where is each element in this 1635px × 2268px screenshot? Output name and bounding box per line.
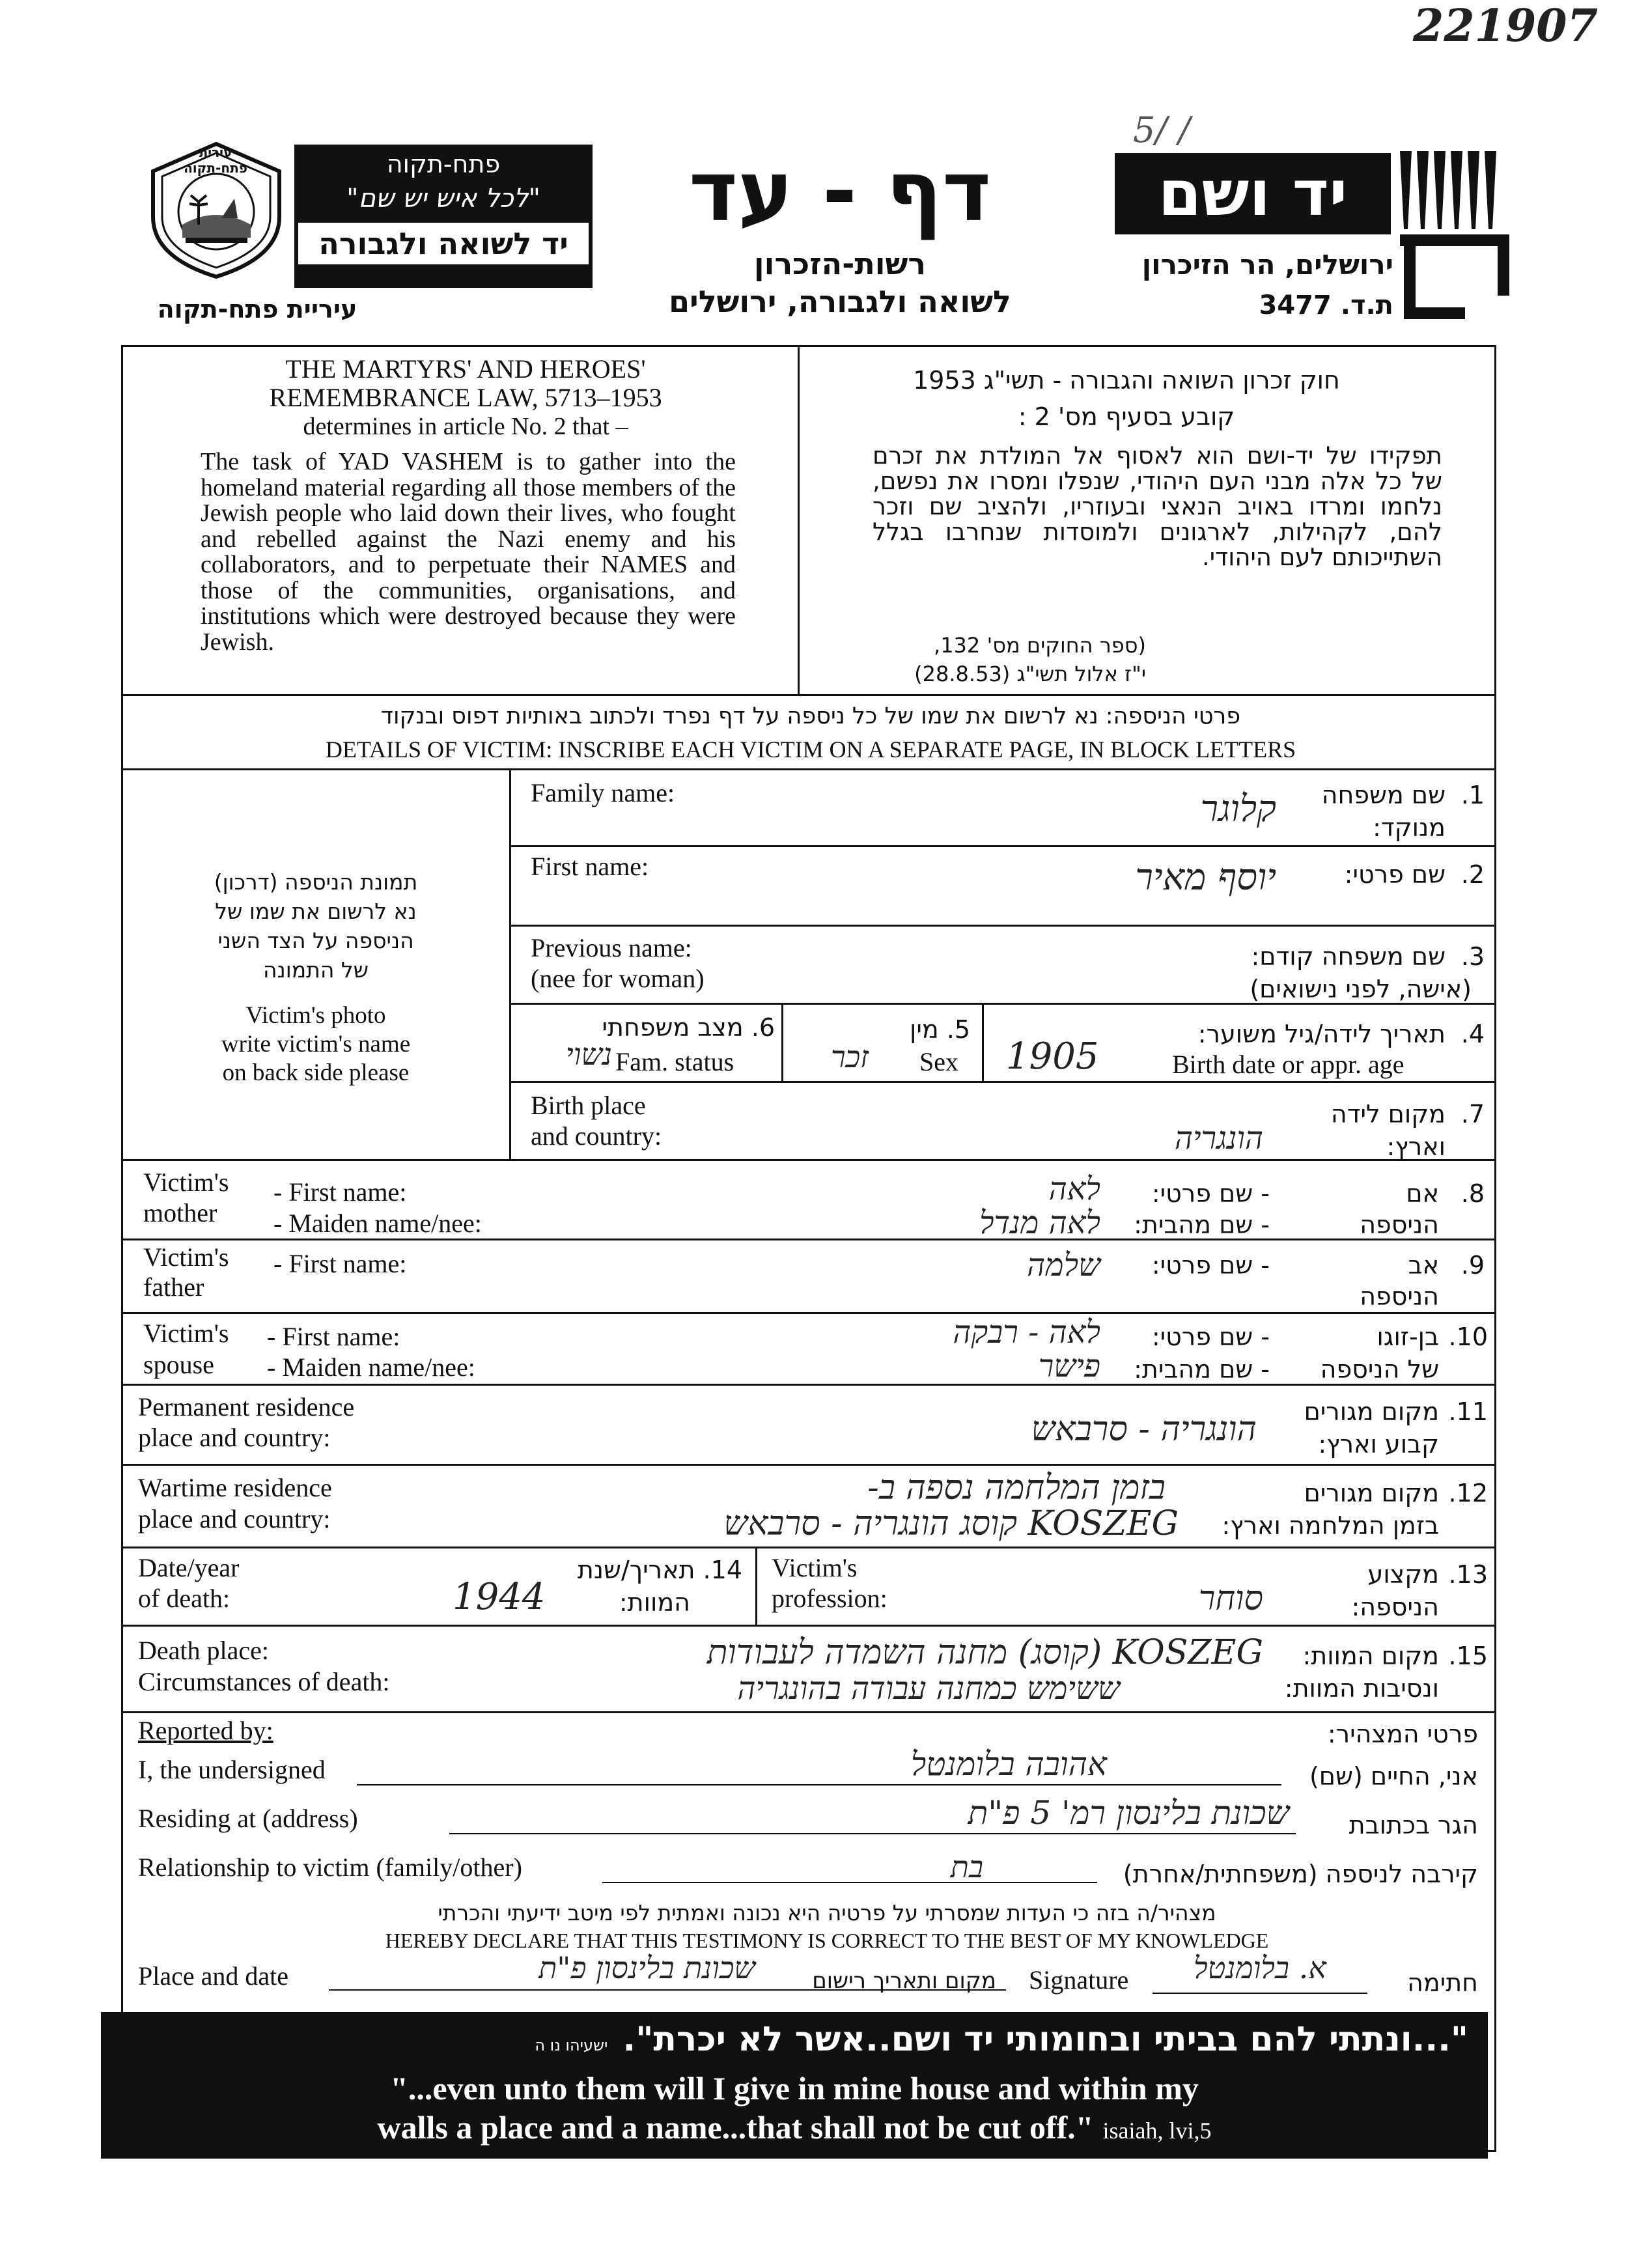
f14-he1: 14. תאריך/שנת <box>577 1556 742 1584</box>
f14-he2: המוות: <box>619 1588 690 1617</box>
f4-num: 4. <box>1460 1020 1485 1048</box>
reporter-l2-value[interactable]: שכונת בלינסון רמ' 5 פ"ת <box>968 1794 1289 1832</box>
f9-en3: - First name: <box>273 1249 407 1278</box>
f6-value[interactable]: נשוי <box>565 1037 612 1072</box>
f13-he2: הניספה: <box>1351 1593 1439 1621</box>
photo-divider <box>509 768 511 1159</box>
footer-en-ref: isaiah, lvi,5 <box>1102 2118 1212 2144</box>
f5-value[interactable]: זכר <box>831 1039 869 1074</box>
f8-he1: אם <box>1406 1179 1439 1208</box>
f6-he: 6. מצב משפחתי <box>602 1013 775 1042</box>
signature-en: Signature <box>1029 1965 1129 1995</box>
f15-en1: Death place: <box>138 1636 269 1665</box>
f1-value[interactable]: קלוגר <box>1200 788 1276 830</box>
page-title: דף - עד <box>688 143 992 240</box>
f15-he2: ונסיבות המוות: <box>1284 1674 1439 1703</box>
f1-line <box>509 845 1496 847</box>
f12-he2: בזמן המלחמה וארץ: <box>1222 1511 1439 1540</box>
reporter-l2-en: Residing at (address) <box>138 1804 358 1833</box>
title-sub1: רשות-הזכרון <box>753 246 927 281</box>
f4-en: Birth date or appr. age <box>1172 1050 1404 1079</box>
footer-en-row2 <box>101 2108 1488 2146</box>
pt-center: יד לשואה ולגבורה <box>318 226 568 261</box>
f13-en2: profession: <box>772 1584 887 1613</box>
f11-value[interactable]: הונגריה - סרבאש <box>1031 1410 1257 1449</box>
f3-num: 3. <box>1460 942 1485 971</box>
photo-en2: write victim's name <box>221 1031 411 1057</box>
f9-value[interactable]: שלמה <box>1026 1247 1100 1283</box>
f10-he2: של הניספה <box>1320 1355 1439 1384</box>
f7-value[interactable]: הונגריה <box>1174 1120 1263 1156</box>
reporter-l3-he: קירבה לניספה (משפחתית/אחרת) <box>1123 1860 1478 1888</box>
f10-he4: - שם מהבית: <box>1134 1355 1270 1384</box>
reporter-l1-line <box>357 1784 1281 1785</box>
f2-value[interactable]: יוסף מאיר <box>1135 856 1276 899</box>
f11-he2: קבוע וארץ: <box>1318 1430 1439 1459</box>
f14-value[interactable]: 1944 <box>453 1576 546 1618</box>
f10-en4: - Maiden name/nee: <box>267 1352 475 1382</box>
f10-en2: spouse <box>143 1350 214 1379</box>
f7-he1: מקום לידה <box>1330 1100 1446 1128</box>
f8-en2: mother <box>143 1198 217 1227</box>
f9-num: 9. <box>1460 1251 1485 1280</box>
photo-he1: תמונת הניספה (דרכון) <box>214 869 418 895</box>
law-he-title2: קובע בסעיף מס' 2 : <box>1018 402 1235 431</box>
yv-location: ירושלים, הר הזיכרון <box>1141 249 1393 281</box>
f8-he4: - שם מהבית: <box>1134 1211 1270 1239</box>
footer-en1: "...even unto them will I give in mine house and within my <box>390 2070 1199 2107</box>
f10-value1[interactable]: לאה - רבקה <box>953 1314 1100 1351</box>
reporter-l2-he: הגר בכתובת <box>1349 1811 1478 1840</box>
f5-en: Sex <box>919 1047 958 1076</box>
photo-en1: Victim's photo <box>245 1002 386 1029</box>
f3-line <box>509 1003 1496 1005</box>
law-en-title1: THE MARTYRS' AND HEROES' <box>285 354 646 384</box>
details-en: DETAILS OF VICTIM: INSCRIBE EACH VICTIM ON A SEPARATE PAGE, IN BLOCK LETTERS <box>325 736 1296 763</box>
f15-value2[interactable]: ששימש כמחנה עבודה בהונגריה <box>737 1670 1120 1707</box>
f13-value[interactable]: סוחר <box>1198 1579 1263 1618</box>
f13-he1: מקצוע <box>1367 1560 1439 1589</box>
law-en-body: The task of YAD VASHEM is to gather into the homeland material regarding all those members of the Jewish people who laid down their lives, who fought and rebelled against the Nazi enemy and his collaborators, and to perpetuate their NAMES and those of the communities, organisations, and institutions which were destroyed because they were Jewish. <box>201 448 736 656</box>
f9-en1: Victim's <box>143 1242 229 1272</box>
f12-line <box>121 1547 1496 1548</box>
f10-line <box>121 1384 1496 1386</box>
f12-num: 12. <box>1448 1479 1488 1507</box>
f15-value1[interactable]: KOSZEG (קוסג) מחנה השמדה לעבודות <box>706 1633 1263 1672</box>
f8-he3: - שם פרטי: <box>1151 1179 1270 1208</box>
yv-pobox: ת.ד. 3477 <box>1259 290 1393 320</box>
f13-divider <box>755 1547 757 1625</box>
details-bottom-line <box>121 768 1496 770</box>
signature-value[interactable]: א. בלומנטל <box>1194 1950 1326 1985</box>
top-scribble: 5/ / <box>1133 109 1190 150</box>
reporter-l3-en: Relationship to victim (family/other) <box>138 1853 522 1882</box>
menorah-icon <box>1393 151 1517 340</box>
logo-name: יד ושם <box>1158 157 1348 230</box>
f2-line <box>509 925 1496 927</box>
law-en <box>195 355 736 441</box>
photo-he3: הניספה על הצד השני <box>217 928 414 953</box>
f13-line <box>121 1625 1496 1627</box>
f7-en1: Birth place <box>531 1091 646 1120</box>
f12-value1[interactable]: בזמן המלחמה נספה ב- <box>867 1468 1166 1507</box>
f9-en2: father <box>143 1272 204 1302</box>
f10-he3: - שם פרטי: <box>1151 1323 1270 1351</box>
f5-he: 5. מין <box>909 1015 970 1044</box>
f8-value1[interactable]: לאה <box>1048 1171 1100 1207</box>
reporter-l1-en: I, the undersigned <box>138 1755 326 1784</box>
f6-divider <box>781 1003 783 1081</box>
f10-value2[interactable]: פישר <box>1038 1348 1100 1384</box>
f9-line <box>121 1312 1496 1314</box>
place-date-he: מקום ותאריך רישום <box>812 1968 996 1994</box>
f10-num: 10. <box>1448 1323 1488 1351</box>
f1-en: Family name: <box>531 778 675 807</box>
photo-he2: נא לרשום את שמו של <box>215 899 417 924</box>
photo-he4: של התמונה <box>262 957 369 983</box>
pt-municipality: עיריית פתח-תקוה <box>157 295 357 324</box>
f8-en3: - First name: <box>273 1177 407 1207</box>
law-he-body: תפקידו של יד-ושם הוא לאסוף אל המולדת את זכרם של כל אלה מבני העם היהודי, שנפלו ומסרו את נפשם, נלחמו ומרדו באויב הנאצי ובעוזריו, ולהציב שם וזכר להם, לקהילות, לארגונים ולמוסדות שנחרבו בגלל השתייכותם לעם היהודי. <box>873 441 1442 571</box>
f11-line <box>121 1464 1496 1466</box>
reporter-title-en <box>138 1716 273 1746</box>
f2-he: שם פרטי: <box>1344 860 1446 889</box>
f12-he1: מקום מגורים <box>1304 1479 1439 1507</box>
law-bottom-line <box>121 694 1496 696</box>
f10-en1: Victim's <box>143 1319 229 1348</box>
f7-num: 7. <box>1460 1100 1485 1128</box>
f15-en2: Circumstances of death: <box>138 1667 390 1696</box>
pt-center-band <box>298 223 589 264</box>
reporter-l1-he: אני, החיים (שם) <box>1309 1762 1478 1791</box>
signature-he: חתימה <box>1407 1968 1478 1997</box>
f10-he1: בן-זוגו <box>1376 1323 1439 1351</box>
title-sub2: לשואה ולגבורה, ירושלים <box>669 284 1011 319</box>
law-he-ref2: י"ז אלול תשי"ג (28.8.53) <box>914 662 1146 686</box>
f4-value[interactable]: 1905 <box>1006 1035 1099 1078</box>
f3-he2: (אישה, לפני נישואים) <box>1250 975 1472 1003</box>
f1-he2: מנוקד: <box>1373 813 1446 842</box>
reporter-title-en-text: Reported by: <box>138 1716 273 1745</box>
reporter-l3-value[interactable]: בת <box>950 1849 983 1884</box>
place-date-en: Place and date <box>138 1961 288 1991</box>
f9-he3: - שם פרטי: <box>1151 1251 1270 1280</box>
f7-he2: וארץ: <box>1386 1132 1446 1161</box>
pt-city: פתח-תקוה <box>386 150 501 178</box>
law-he-title1: חוק זכרון השואה והגבורה - תשי"ג 1953 <box>913 366 1340 395</box>
f15-num: 15. <box>1448 1642 1488 1670</box>
signature-line <box>1153 1993 1367 1994</box>
f2-num: 2. <box>1460 860 1485 889</box>
f4-line <box>509 1081 1496 1083</box>
f10-en3: - First name: <box>267 1322 400 1351</box>
f8-he2: הניספה <box>1360 1211 1439 1239</box>
f9-he2: הניספה <box>1360 1282 1439 1311</box>
emblem-text: עירית פתח-תקוה <box>184 145 247 176</box>
f11-he1: מקום מגורים <box>1304 1397 1439 1426</box>
law-he-ref1: (ספר החוקים מס' 132, <box>934 633 1146 658</box>
f15-he1: מקום המוות: <box>1302 1642 1439 1670</box>
archive-number: 221907 <box>1413 0 1598 52</box>
f11-en2: place and country: <box>138 1423 331 1452</box>
f8-en4: - Maiden name/nee: <box>273 1209 482 1238</box>
law-en-title2: REMEMBRANCE LAW, 5713–1953 <box>269 383 662 412</box>
f13-num: 13. <box>1448 1560 1488 1589</box>
f12-en1: Wartime residence <box>138 1473 332 1502</box>
f15-line <box>121 1711 1496 1713</box>
reporter-title-he: פרטי המצהיר: <box>1327 1720 1478 1748</box>
footer-en2: walls a place and a name...that shall not be cut off." <box>377 2109 1094 2146</box>
f6-en: Fam. status <box>615 1047 734 1076</box>
yad-vashem-logo-box <box>1115 153 1391 234</box>
f1-num: 1. <box>1460 781 1485 809</box>
f8-en1: Victim's <box>143 1168 229 1197</box>
f9-he1: אב <box>1408 1251 1439 1280</box>
declaration-en: HEREBY DECLARE THAT THIS TESTIMONY IS CORRECT TO THE BEST OF MY KNOWLEDGE <box>385 1929 1269 1952</box>
f3-en1: Previous name: <box>531 933 692 962</box>
f8-line <box>121 1239 1496 1240</box>
law-en-title3: determines in article No. 2 that – <box>303 413 628 440</box>
f13-en1: Victim's <box>772 1553 858 1582</box>
f7-line <box>121 1159 1496 1161</box>
f11-num: 11. <box>1448 1397 1488 1426</box>
footer-he-row <box>101 2020 1468 2059</box>
declaration-he: מצהיר/ה בזה כי העדות שמסרתי על פרטיה היא נכונה ואמתית לפי מיטב ידיעתי והכרתי <box>438 1900 1216 1925</box>
f3-en2: (nee for woman) <box>531 964 705 993</box>
reporter-l1-value[interactable]: אהובה בלומנטל <box>910 1745 1107 1783</box>
f14-en1: Date/year <box>138 1553 240 1582</box>
f12-value2[interactable]: KOSZEG קוסג הונגריה - סרבאש <box>723 1504 1179 1543</box>
f8-num: 8. <box>1460 1179 1485 1208</box>
footer-he-ref: ישעיהו נו ה <box>535 2036 608 2054</box>
details-he: פרטי הניספה: נא לרשום את שמו של כל ניספה על דף נפרד ולכתוב באותיות דפוס ובנקוד <box>380 703 1241 729</box>
pt-motto: "לכל איש יש שם" <box>346 184 540 214</box>
reporter-l2-line <box>449 1833 1296 1834</box>
f11-en1: Permanent residence <box>138 1392 355 1421</box>
f7-en2: and country: <box>531 1121 662 1151</box>
place-date-value[interactable]: שכונת בלינסון פ"ת <box>538 1950 755 1985</box>
footer-band <box>101 2012 1488 2159</box>
law-divider <box>798 345 800 694</box>
footer-he-quote: "...ונתתי להם בביתי ובחומותי יד ושם..אשר לא יכרת". <box>622 2020 1468 2059</box>
f8-value2[interactable]: לאה מנדל <box>979 1205 1100 1241</box>
photo-en3: on back side please <box>222 1059 410 1086</box>
f5-divider <box>982 1003 984 1081</box>
petah-tikva-box <box>294 145 593 288</box>
f14-en2: of death: <box>138 1584 231 1613</box>
f4-he: תאריך לידה/גיל משוער: <box>1197 1020 1446 1048</box>
f12-en2: place and country: <box>138 1504 331 1533</box>
f3-he1: שם משפחה קודם: <box>1251 942 1446 971</box>
f1-he1: שם משפחה <box>1321 781 1446 809</box>
f2-en: First name: <box>531 852 649 881</box>
